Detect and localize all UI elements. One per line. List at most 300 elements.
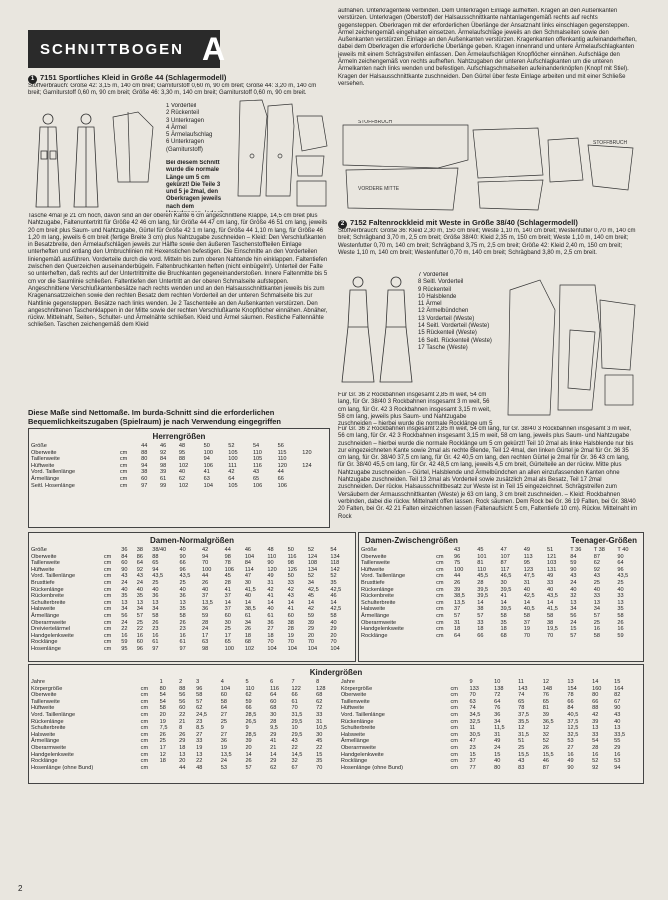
measure-value: 43 bbox=[614, 711, 621, 718]
measure-value: 52 bbox=[330, 573, 337, 580]
measure-value: 84 bbox=[567, 705, 574, 712]
measure-value: 70 bbox=[202, 560, 209, 567]
measure-value: 64 bbox=[270, 692, 277, 699]
measure-value: 19 bbox=[159, 718, 166, 725]
measure-value: 76 bbox=[494, 705, 501, 712]
pattern2-part: 16 Seitl. Rückenteil (Weste) bbox=[418, 337, 492, 344]
measure-value: 106 bbox=[224, 566, 234, 573]
measure-value: 32 bbox=[291, 758, 298, 765]
measure-value: 60 bbox=[121, 560, 128, 567]
measure-label: Halsweite bbox=[31, 606, 56, 613]
years-header-label: Jahre bbox=[340, 679, 355, 685]
measure-value: 26 bbox=[179, 731, 186, 738]
measure-value: 124 bbox=[302, 462, 312, 469]
measure-value: 122 bbox=[291, 685, 301, 692]
size-header: 47 bbox=[500, 547, 507, 553]
table-damen-zwischen bbox=[358, 532, 644, 662]
measure-value: 21 bbox=[179, 718, 186, 725]
measure-value: 66 bbox=[477, 632, 484, 639]
measure-value: 22 bbox=[316, 744, 323, 751]
measure-value: 68 bbox=[316, 692, 323, 699]
measure-label: Vord. Taillenlänge bbox=[31, 573, 76, 580]
measure-value: 40 bbox=[546, 586, 554, 593]
measure-value: 120 bbox=[277, 462, 287, 469]
measure-value: 63 bbox=[203, 475, 210, 482]
measure-value: 40 bbox=[136, 586, 143, 593]
measure-value: 74 bbox=[518, 692, 525, 699]
measure-unit: cm bbox=[140, 738, 149, 745]
pattern1-diagram bbox=[232, 96, 330, 211]
measure-label: Oberarmweite bbox=[340, 744, 376, 751]
measure-unit: cm bbox=[436, 632, 444, 639]
measure-value: 160 bbox=[592, 685, 602, 692]
measure-value: 118 bbox=[330, 560, 340, 567]
pattern1-part: 4 Ärmel bbox=[166, 124, 187, 131]
measure-label: Handgelenkweite bbox=[361, 626, 404, 633]
measure-unit: cm bbox=[436, 619, 444, 626]
measure-value: 29 bbox=[307, 626, 315, 633]
table-row bbox=[29, 752, 637, 759]
measure-value: 14,5 bbox=[291, 751, 303, 758]
table-row bbox=[29, 626, 351, 633]
measure-label: Ärmellänge bbox=[31, 475, 60, 482]
measure-value: 41 bbox=[287, 606, 294, 613]
measure-value: 61 bbox=[267, 612, 274, 619]
measure-value: 45 bbox=[316, 738, 323, 745]
measure-value: 26 bbox=[152, 619, 159, 626]
pattern2-diagram bbox=[500, 270, 640, 420]
measure-value: 11,5 bbox=[494, 725, 505, 732]
measure-value: 58 bbox=[523, 612, 530, 619]
measure-value: 70 bbox=[469, 692, 476, 699]
measure-value: 33 bbox=[477, 619, 484, 626]
size-header-label: Größe bbox=[361, 547, 377, 553]
measure-value: 42,5 bbox=[330, 586, 342, 593]
size-header: 54 bbox=[330, 547, 337, 553]
measure-value: 60 bbox=[179, 705, 186, 712]
measure-value: 39,5 bbox=[500, 586, 512, 593]
size-header-label: Größe bbox=[31, 547, 47, 553]
measure-value: 29,5 bbox=[291, 718, 303, 725]
measure-value: 63 bbox=[202, 639, 209, 646]
measure-value: 38 bbox=[546, 619, 554, 626]
measure-value: 84 bbox=[244, 560, 252, 567]
pattern2-material: Stoffverbrauch: Größe 36: Kleid 2,30 m, 150 cm breit; Weste 1,10 m, 140 cm breit; Westenfutter 0,70 m, 140 cm breit; Schrägband 3,70 m, 2,5 cm breit; Größe 38/40: Kleid 2,35 m, 150 cm breit; Weste 1,10 m, 140 cm breit; Westenfutter 0,70 m, 140 cm breit; Schrägband 3,75 m, 2,5 cm breit; Größe 42: Kleid 2,40 m, 150 cm breit; Weste 1,10 m, 140 cm breit; Westenfutter 0,70 m, 140 cm breit; Schrägband 3,80 m, 2,5 cm breit. bbox=[338, 228, 636, 256]
measure-value: 40 bbox=[152, 586, 159, 593]
measure-unit: cm bbox=[140, 725, 149, 732]
measure-value: 30,5 bbox=[469, 731, 481, 738]
measure-unit: cm bbox=[450, 725, 458, 732]
measure-value: 27 bbox=[196, 731, 203, 738]
measure-value: 40 bbox=[614, 718, 621, 725]
measure-value: 28 bbox=[270, 718, 277, 725]
measure-value: 25 bbox=[136, 619, 143, 626]
measure-value: 28 bbox=[477, 579, 484, 586]
measure-value: 34 bbox=[307, 579, 315, 586]
measure-value: 33,5 bbox=[614, 731, 626, 738]
pattern2-part: 14 Seitl. Vorderteil (Weste) bbox=[418, 323, 490, 330]
measure-label: Oberweite bbox=[31, 692, 57, 699]
teen-measure-value: 57 bbox=[593, 612, 601, 619]
measure-value: 64 bbox=[220, 705, 228, 712]
measure-value: 16 bbox=[152, 632, 159, 639]
size-header: 46 bbox=[244, 547, 252, 553]
year-header: 15 bbox=[614, 679, 621, 685]
measure-value: 18 bbox=[453, 626, 461, 633]
measure-value: 9 bbox=[220, 725, 224, 732]
measure-value: 66 bbox=[179, 560, 186, 567]
measure-value: 42,5 bbox=[307, 586, 319, 593]
table-row bbox=[29, 620, 351, 627]
measure-value: 117 bbox=[500, 566, 510, 573]
pattern1-note: Bei diesem Schnitt wurde die normale Länge um 5 cm gekürzt! Die Teile 3 und 5 je 2mal, den Oberkragen jeweils nach dem bbox=[166, 160, 222, 210]
size-header: 46 bbox=[160, 443, 167, 449]
measure-value: 78 bbox=[567, 692, 574, 699]
pattern1-part: 5 Ärmelaufschlag bbox=[166, 132, 213, 139]
measure-value: 23 bbox=[179, 626, 186, 633]
measure-value: 29 bbox=[179, 738, 186, 745]
measure-value: 110 bbox=[267, 553, 277, 560]
table-row bbox=[359, 600, 639, 607]
teen-measure-value: 35 bbox=[617, 606, 624, 613]
measure-value: 27 bbox=[267, 626, 274, 633]
measure-value: 61 bbox=[152, 639, 159, 646]
measure-value: 60 bbox=[287, 612, 294, 619]
year-header: 13 bbox=[567, 679, 574, 685]
measure-label: Taillenweite bbox=[361, 560, 390, 567]
measure-unit: cm bbox=[450, 744, 458, 751]
measure-value: 40 bbox=[494, 758, 501, 765]
table-damen-normal-grid bbox=[29, 547, 351, 653]
measure-value: 120 bbox=[267, 566, 277, 573]
teen-measure-value: 24 bbox=[570, 619, 577, 626]
table-row bbox=[359, 573, 639, 580]
year-header: 1 bbox=[159, 679, 163, 685]
measure-value: 16 bbox=[136, 632, 143, 639]
measure-value: 36 bbox=[202, 606, 209, 613]
measure-unit: cm bbox=[103, 566, 112, 573]
measure-value: 13 bbox=[592, 725, 599, 732]
table-teenager-title: Teenager-Größen bbox=[570, 536, 637, 545]
measure-value: 40 bbox=[202, 586, 209, 593]
measure-value: 100 bbox=[203, 449, 213, 456]
measure-value: 25 bbox=[179, 579, 186, 586]
size-header: 43 bbox=[453, 547, 461, 553]
measure-label: Seitl. Hosenlänge bbox=[31, 482, 75, 489]
table-row bbox=[29, 686, 637, 693]
year-header: 2 bbox=[179, 679, 183, 685]
teen-measure-value: 32 bbox=[570, 593, 577, 600]
measure-value: 18 bbox=[267, 632, 274, 639]
measure-unit: cm bbox=[140, 711, 149, 718]
teen-size-header: T 40 bbox=[617, 547, 629, 553]
measure-value: 7,5 bbox=[159, 725, 168, 732]
measure-label: Oberweite bbox=[31, 449, 57, 456]
measure-value: 35 bbox=[179, 606, 186, 613]
measure-value: 88 bbox=[152, 553, 159, 560]
table-row bbox=[29, 476, 325, 483]
measure-value: 87 bbox=[542, 764, 549, 771]
measure-value: 104 bbox=[244, 553, 255, 560]
measure-value: 40 bbox=[523, 586, 530, 593]
size-header: 52 bbox=[307, 547, 315, 553]
table-row bbox=[359, 560, 639, 567]
measure-value: 66 bbox=[567, 698, 574, 705]
measure-value: 8 bbox=[179, 725, 183, 732]
measure-value: 121 bbox=[546, 553, 557, 560]
measure-value: 60 bbox=[141, 475, 148, 482]
measure-value: 37,5 bbox=[567, 718, 579, 725]
table-row bbox=[29, 745, 637, 752]
measure-unit: cm bbox=[103, 586, 112, 593]
measure-value: 12 bbox=[542, 725, 549, 732]
measure-label: Ärmellänge bbox=[340, 738, 370, 745]
measure-value: 67 bbox=[291, 764, 298, 771]
measure-value: 94 bbox=[202, 553, 209, 560]
measure-value: 106 bbox=[277, 482, 287, 489]
measure-label: Hüftweite bbox=[361, 566, 385, 573]
measure-value: 15,5 bbox=[518, 751, 529, 758]
measure-value: 50 bbox=[287, 573, 294, 580]
measure-value: 77 bbox=[469, 764, 476, 771]
teen-measure-value: 24 bbox=[570, 579, 577, 586]
measure-label: Rückenlänge bbox=[340, 718, 374, 725]
teen-measure-value: 43 bbox=[593, 573, 601, 580]
measure-value: 28 bbox=[592, 744, 599, 751]
measure-value: 18 bbox=[159, 758, 166, 765]
measure-label: Rocklänge bbox=[31, 639, 58, 646]
measure-value: 11 bbox=[469, 725, 476, 732]
measure-value: 44 bbox=[179, 764, 186, 771]
measure-unit: cm bbox=[140, 764, 149, 771]
measure-value: 43,5 bbox=[152, 573, 164, 580]
table-damen-normal bbox=[28, 532, 356, 662]
measure-unit: cm bbox=[436, 593, 444, 600]
measure-value: 25 bbox=[152, 579, 159, 586]
measure-unit: cm bbox=[103, 612, 112, 619]
measure-value: 13 bbox=[136, 599, 143, 606]
measure-value: 100 bbox=[453, 566, 464, 573]
measure-value: 58 bbox=[546, 612, 554, 619]
measure-value: 9 bbox=[245, 725, 249, 732]
measure-unit: cm bbox=[103, 573, 112, 580]
pattern2-part: 9 Rückenteil bbox=[418, 286, 452, 293]
measure-value: 29 bbox=[614, 744, 621, 751]
measure-value: 60 bbox=[220, 692, 228, 699]
measure-value: 28 bbox=[202, 619, 209, 626]
measure-value: 14 bbox=[546, 599, 554, 606]
unit-header bbox=[118, 443, 139, 450]
measure-value: 39 bbox=[307, 619, 315, 626]
measure-value: 25 bbox=[220, 718, 228, 725]
measure-value: 70 bbox=[330, 639, 337, 646]
measure-value: 39,5 bbox=[477, 586, 489, 593]
measure-value: 22 bbox=[121, 626, 128, 633]
measure-label: Oberweite bbox=[340, 692, 367, 699]
table-row bbox=[29, 483, 325, 490]
size-header: 50 bbox=[287, 547, 294, 553]
measure-value: 28 bbox=[287, 626, 294, 633]
pattern2-instructions-intro: Für Gr. 36 2 Rockbahnen insgesamt 2,85 m weit, 54 cm lang, für Gr. 38/40 3 Rockbahnen insgesamt 3 m weit, 56 cm lang, für Gr. 42 3 Rockbahnen insgesamt 3,15 m weit, 58 cm lang, jeweils plus Saum- und Nahtzugabe zuschneiden – hierbei wurde die normale Rocklänge um 5 bbox=[338, 392, 493, 426]
measure-value: 105 bbox=[228, 482, 238, 489]
measure-value: 96 bbox=[453, 553, 461, 560]
measure-value: 84 bbox=[160, 456, 167, 463]
table-row bbox=[29, 758, 637, 765]
size-header: 42 bbox=[202, 547, 209, 553]
measure-value: 70 bbox=[316, 764, 323, 771]
measure-value: 52 bbox=[592, 758, 599, 765]
measure-value: 39 bbox=[542, 711, 549, 718]
measure-unit: cm bbox=[103, 632, 112, 639]
measure-value: 88 bbox=[178, 456, 186, 463]
table-row bbox=[29, 613, 351, 620]
years-header-label: Jahre bbox=[31, 679, 45, 685]
pattern1-instructions-continued: aufnähen. Unterkragenteile verbinden. Dem Unterkragen Einlage aufheften. Kragen an den Außenkanten verstürzen. Unterkragen (Oberstoff) der Halsausschnittkante nahtanlagengemäß rechts auf rechts gegensteppen. Oberkragen mit der erforderlichen Überlänge der Ansatznaht links einschlagen gegensteppen. Ärmel zeichengemäß eingehalten einsetzen. Ärmelaufschläge jeweils an den Schmalseiten sowie den Außenkanten verstürzen. Einlage an den Außenkanten verstürzen. Kragenkanten offenkantig aufeinanderheften, dabei dem Oberkragen die erforderliche Überlänge geben. Kragen innenrand und untere Ärmelaufschlagkanten jeweils mit einem Schrägstreifen einfassen. Den Ärmelaufschlägen Knopflöcher einnähen. Aufschläge den Ärmeln zeichengemäß von rechts aufheften. Nahtzugaben der unteren Aufschlagkanten um die unteren Ärmelkanten nach links wenden und befestigen. Aufschlagschmalseiten aufeinanderknöpfen (Knopf mit Stiel). Kragen der Halsausschnittkante zuschneiden. Den Gürtel über feste Einlage arbeiten und mit einer Schließe versehen. bbox=[338, 8, 637, 87]
measure-label: Oberarmweite bbox=[31, 744, 67, 751]
measure-value: 48 bbox=[196, 764, 203, 771]
measure-label: Körpergröße bbox=[340, 685, 373, 692]
measure-unit: cm bbox=[140, 692, 149, 699]
measure-value: 43,5 bbox=[546, 593, 558, 600]
measure-value: 84 bbox=[121, 553, 128, 560]
measure-unit: cm bbox=[119, 475, 128, 482]
measure-value: 36 bbox=[179, 593, 186, 600]
measure-value: 68 bbox=[270, 705, 277, 712]
measure-value: 57 bbox=[477, 612, 484, 619]
measure-value: 40 bbox=[178, 469, 186, 476]
table-row bbox=[29, 692, 637, 699]
measure-value: 34 bbox=[136, 606, 143, 613]
measure-value: 40,5 bbox=[523, 606, 535, 613]
measure-value: 58 bbox=[196, 692, 203, 699]
teen-measure-value: 13 bbox=[593, 599, 601, 606]
measure-value: 14 bbox=[224, 599, 231, 606]
pattern2-part: 8 Seitl. Vorderteil bbox=[418, 279, 464, 286]
size-header: 52 bbox=[228, 443, 235, 449]
measure-value: 15 bbox=[494, 751, 501, 758]
teen-measure-value: 40 bbox=[593, 586, 601, 593]
measure-value: 40,5 bbox=[567, 711, 579, 718]
table-damen-normal-title: Damen-Normalgrößen bbox=[149, 536, 234, 545]
measure-value: 57 bbox=[136, 612, 143, 619]
pattern2-part: 13 Vorderteil (Weste) bbox=[418, 315, 475, 322]
measure-value: 21 bbox=[270, 744, 277, 751]
measure-value: 43 bbox=[136, 573, 143, 580]
teen-measure-value: 59 bbox=[617, 632, 624, 639]
table-row bbox=[359, 593, 639, 600]
measure-value: 62 bbox=[178, 475, 186, 482]
teen-measure-value: 40 bbox=[570, 586, 577, 593]
measure-label: Hosenlänge (ohne Bund) bbox=[340, 764, 404, 771]
teen-measure-value: 43,5 bbox=[617, 573, 629, 580]
measure-value: 16 bbox=[614, 751, 621, 758]
table-row bbox=[29, 725, 637, 732]
teen-measure-value: 58 bbox=[617, 612, 624, 619]
measure-value: 88 bbox=[592, 705, 599, 712]
measure-value: 27 bbox=[567, 744, 574, 751]
measure-value: 92 bbox=[592, 764, 599, 771]
teen-measure-value: 33 bbox=[617, 593, 624, 600]
measure-value: 23 bbox=[469, 744, 476, 751]
measure-value: 24 bbox=[136, 579, 143, 586]
measure-value: 13,5 bbox=[202, 599, 213, 606]
measure-label: Hüftweite bbox=[340, 705, 365, 712]
measure-value: 42,5 bbox=[523, 593, 535, 600]
size-header: 50 bbox=[203, 443, 210, 449]
measure-value: 42 bbox=[228, 469, 235, 476]
measure-value: 41 bbox=[224, 586, 231, 593]
measure-label: Schulterbreite bbox=[31, 599, 66, 606]
measure-label: Rocklänge bbox=[340, 758, 368, 765]
measure-value: 92 bbox=[160, 449, 167, 456]
table-row bbox=[29, 600, 351, 607]
measure-value: 45 bbox=[307, 593, 315, 600]
table-row bbox=[29, 646, 351, 653]
measure-label: Hüftweite bbox=[31, 705, 55, 712]
size-header: 45 bbox=[477, 547, 484, 553]
teen-measure-value: 92 bbox=[593, 566, 601, 573]
table-herren-grid bbox=[29, 443, 325, 489]
table-kinder bbox=[28, 664, 644, 784]
unit-header bbox=[139, 679, 158, 686]
teen-measure-value: 56 bbox=[570, 612, 577, 619]
measure-value: 64 bbox=[136, 560, 143, 567]
measure-value: 39 bbox=[245, 738, 252, 745]
measure-value: 104 bbox=[307, 645, 318, 652]
measure-value: 94 bbox=[141, 462, 148, 469]
measure-label: Handgelenkweite bbox=[31, 632, 74, 639]
teen-measure-value: 62 bbox=[593, 560, 601, 567]
measure-value: 40 bbox=[179, 586, 186, 593]
measure-value: 98 bbox=[160, 462, 167, 469]
measure-value: 62 bbox=[245, 692, 252, 699]
measure-unit: cm bbox=[436, 612, 444, 619]
table-row bbox=[359, 606, 639, 613]
measure-unit: cm bbox=[140, 718, 149, 725]
measure-value: 28,5 bbox=[245, 731, 257, 738]
table-row bbox=[359, 626, 639, 633]
teen-measure-value: 64 bbox=[617, 560, 624, 567]
measure-value: 126 bbox=[287, 566, 297, 573]
measure-value: 99 bbox=[160, 482, 167, 489]
measure-unit: cm bbox=[436, 566, 444, 573]
teen-size-header: T 36 bbox=[570, 547, 582, 553]
measure-value: 37 bbox=[469, 758, 476, 765]
measure-value: 37 bbox=[202, 593, 209, 600]
measure-value: 26 bbox=[179, 619, 186, 626]
measure-value: 9,5 bbox=[270, 725, 278, 732]
measure-value: 143 bbox=[518, 685, 528, 692]
measure-label: Rückenlänge bbox=[31, 718, 64, 725]
diagram-label-fold-2: STOFFBRUCH bbox=[593, 140, 628, 146]
measure-value: 18 bbox=[477, 626, 484, 633]
measure-value: 28,5 bbox=[245, 711, 257, 718]
measure-value: 90 bbox=[179, 553, 186, 560]
measure-value: 39,5 bbox=[477, 593, 489, 600]
year-header: 9 bbox=[469, 679, 473, 685]
measure-value: 57 bbox=[453, 612, 461, 619]
measure-unit: cm bbox=[140, 705, 149, 712]
measure-value: 83 bbox=[518, 764, 525, 771]
measure-value: 96 bbox=[196, 685, 203, 692]
table-row bbox=[29, 463, 325, 470]
size-header: 48 bbox=[267, 547, 274, 553]
measure-value: 29 bbox=[330, 626, 337, 633]
measure-value: 97 bbox=[152, 645, 159, 652]
measure-value: 14 bbox=[477, 599, 484, 606]
measure-value: 116 bbox=[252, 462, 262, 469]
measure-value: 134 bbox=[330, 553, 340, 560]
